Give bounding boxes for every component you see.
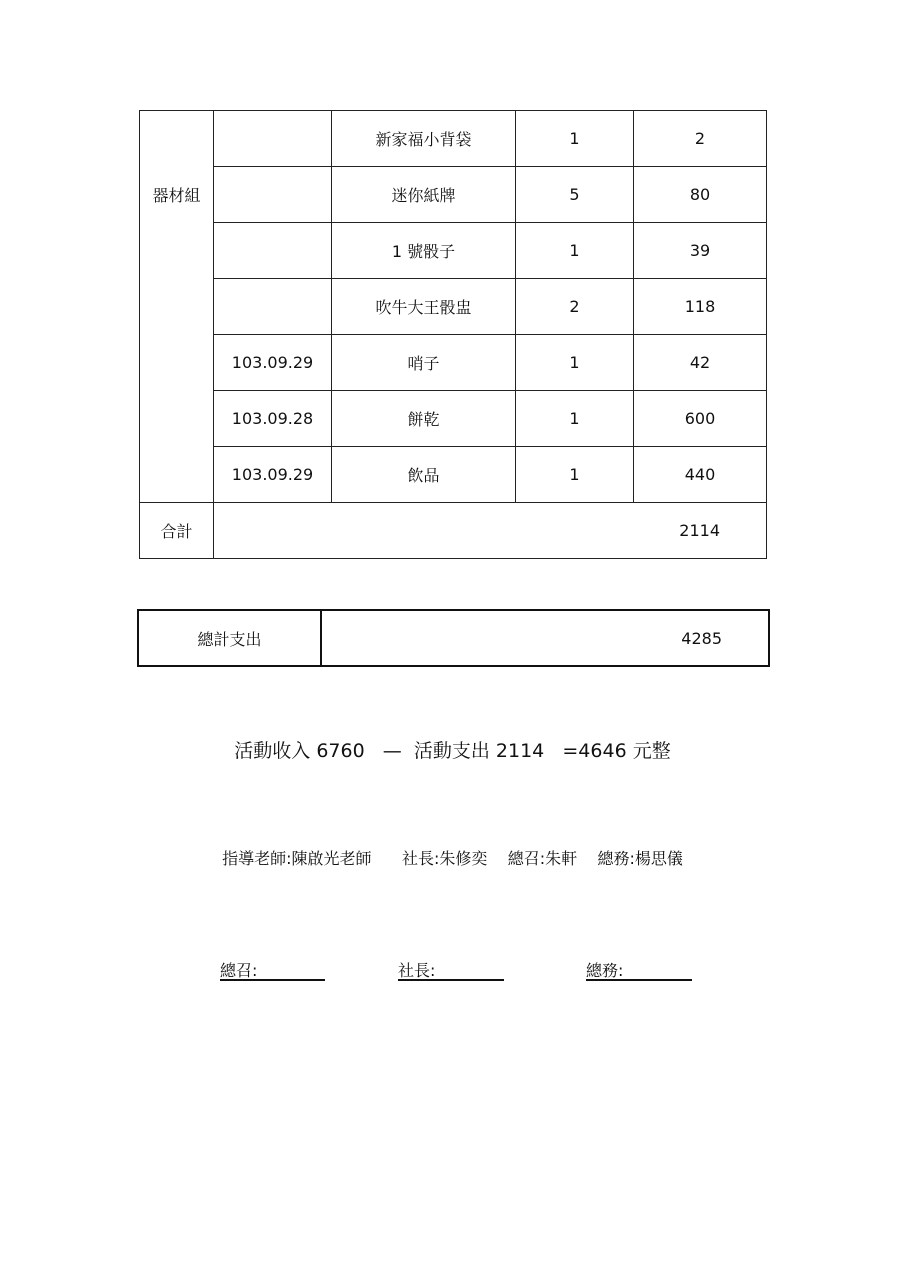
- amount-cell: 2: [634, 111, 767, 167]
- group-label: 器材組: [152, 186, 201, 205]
- expense-table: [139, 110, 767, 559]
- amount-cell: 118: [634, 279, 767, 335]
- amount-cell: 600: [634, 391, 767, 447]
- grand-total-table: [137, 609, 770, 667]
- table-row: [140, 279, 767, 335]
- amount-cell: 42: [634, 335, 767, 391]
- treasurer-signature-line: 總務:: [586, 958, 692, 981]
- group-label-cell: [140, 111, 214, 503]
- qty-cell: 1: [516, 223, 634, 279]
- qty-cell: 1: [516, 391, 634, 447]
- date-cell: [214, 167, 332, 223]
- item-cell: 迷你紙牌: [332, 167, 516, 223]
- table-row: [140, 447, 767, 503]
- date-cell: [214, 111, 332, 167]
- convener-signature-line: 總召:: [220, 958, 325, 981]
- table-row: [140, 335, 767, 391]
- date-cell: 103.09.29: [214, 335, 332, 391]
- income-expense-summary: 活動收入 6760 — 活動支出 2114 =4646 元整: [234, 740, 671, 762]
- date-cell: [214, 279, 332, 335]
- item-cell: 新家福小背袋: [332, 111, 516, 167]
- qty-cell: 1: [516, 111, 634, 167]
- table-row: [140, 167, 767, 223]
- date-cell: [214, 223, 332, 279]
- subtotal-label: 合計: [140, 503, 214, 559]
- qty-cell: 2: [516, 279, 634, 335]
- table-row: [140, 391, 767, 447]
- grand-total-row: [138, 610, 769, 666]
- amount-cell: 80: [634, 167, 767, 223]
- qty-cell: 5: [516, 167, 634, 223]
- grand-total-value: 4285: [321, 610, 769, 666]
- subtotal-row: [140, 503, 767, 559]
- item-cell: 飲品: [332, 447, 516, 503]
- item-cell: 哨子: [332, 335, 516, 391]
- item-cell: 吹牛大王骰盅: [332, 279, 516, 335]
- president-signature-line: 社長:: [398, 958, 504, 981]
- subtotal-value: 2114: [214, 503, 767, 559]
- grand-total-label: 總計支出: [138, 610, 321, 666]
- date-cell: 103.09.29: [214, 447, 332, 503]
- date-cell: 103.09.28: [214, 391, 332, 447]
- table-row: [140, 111, 767, 167]
- amount-cell: 39: [634, 223, 767, 279]
- staff-list: 指導老師:陳啟光老師 社長:朱修奕 總召:朱軒 總務:楊思儀: [222, 849, 683, 868]
- table-row: [140, 223, 767, 279]
- amount-cell: 440: [634, 447, 767, 503]
- qty-cell: 1: [516, 335, 634, 391]
- item-cell: 餅乾: [332, 391, 516, 447]
- qty-cell: 1: [516, 447, 634, 503]
- item-cell: 1 號骰子: [332, 223, 516, 279]
